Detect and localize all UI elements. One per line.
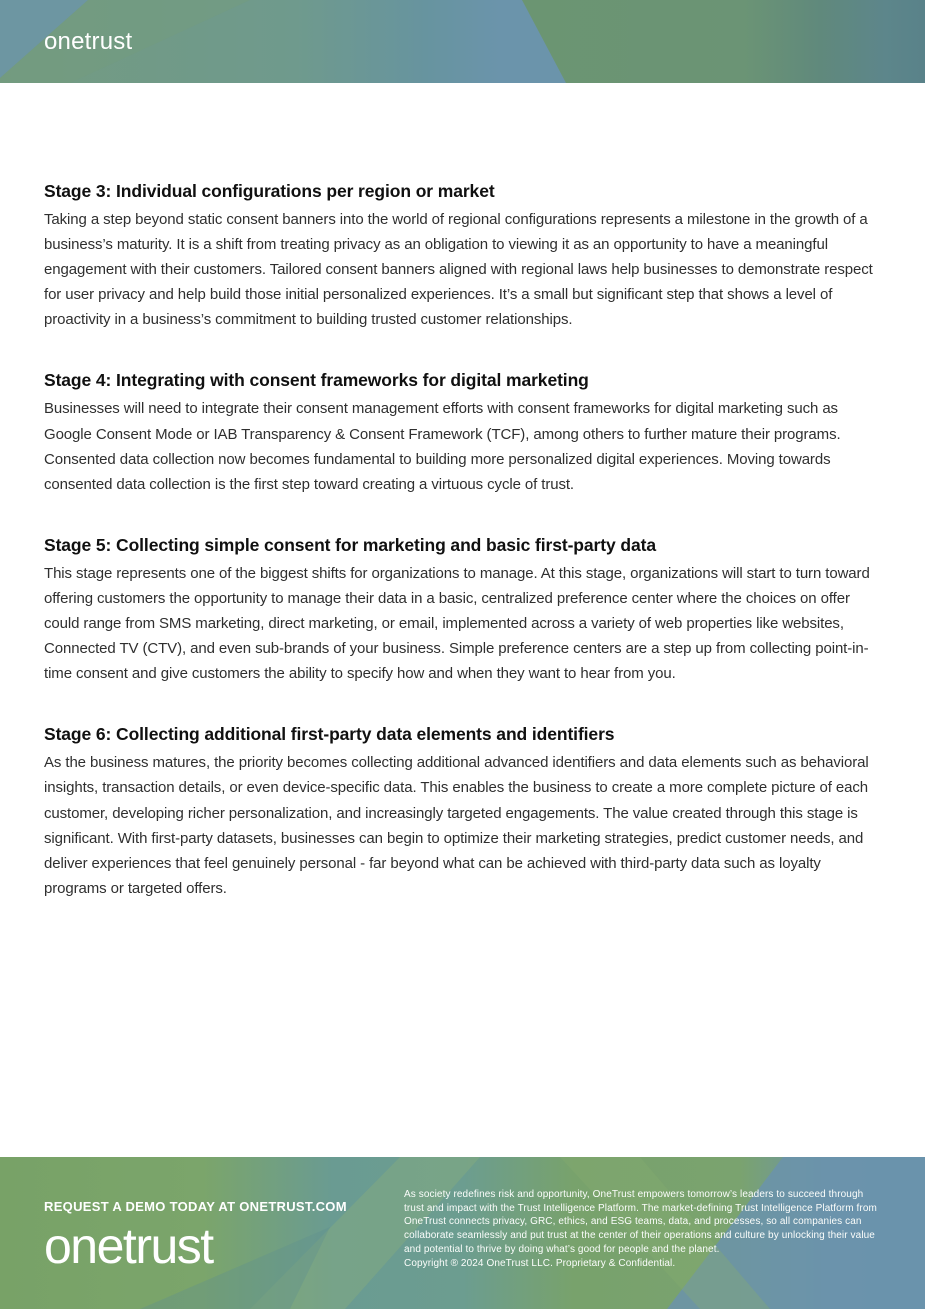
section-heading: Stage 4: Integrating with consent frameworks for digital marketing [44,370,589,391]
onetrust-logo: onetrust [44,28,133,55]
section-heading: Stage 3: Individual configurations per region or market [44,181,495,201]
header-banner [0,0,925,83]
section-heading: Stage 5: Collecting simple consent for marketing and basic first-party data [44,534,656,555]
footer-left-column [0,1157,404,1309]
section-stage-6 [44,723,883,901]
document-body [0,83,925,901]
section-paragraph: As the business matures, the priority becomes collecting additional advanced identifiers and data elements such as behavioral insights, transaction details, or even device-specific data. This enables the business to create a more complete picture of each customer, developing richer personalization, and increasingly targeted engagements. The value created through this stage is significant. With first-party datasets, businesses can begin to optimize their marketing strategies, predict customer needs, and deliver experiences that feel genuinely personal - far beyond what can be achieved with third-party data such as loyalty programs or targeted offers. [44,754,869,897]
header-banner-graphic [0,0,925,83]
section-paragraph: This stage represents one of the biggest shifts for organizations to manage. At this stage, organizations will start to turn toward offering customers the opportunity to manage their data in a basic, centralized preference center where the choices on offer could range from SMS marketing, direct marketing, or email, implemented across a variety of web properties like websites, Connected TV (CTV), and even sub-brands of your business. Simple preference centers are a step up from collecting point-in-time consent and give customers the ability to specify how and when they want to hear from you. [44,564,870,683]
footer-right-column [404,1157,925,1309]
footer-content [0,1157,925,1309]
section-stage-3 [44,180,883,332]
copyright-notice: Copyright ® 2024 OneTrust LLC. Proprietary & Confidential. [404,1257,676,1269]
section-paragraph: Businesses will need to integrate their consent management efforts with consent frameworks for digital marketing such as Google Consent Mode or IAB Transparency & Consent Framework (TCF), among others to further mature their programs. Consented data collection now becomes fundamental to building more personalized digital experiences. Moving towards consented data collection is the first step toward creating a virtuous cycle of trust. [44,400,841,493]
onetrust-footer-logo: onetrust [44,1218,213,1274]
section-stage-5 [44,534,883,686]
section-heading: Stage 6: Collecting additional first-party data elements and identifiers [44,724,615,745]
request-demo-cta: REQUEST A DEMO TODAY AT ONETRUST.COM [44,1199,347,1214]
footer-banner [0,1157,925,1309]
section-stage-4 [44,369,883,496]
company-description: As society redefines risk and opportunity, OneTrust empowers tomorrow’s leaders to succeed through trust and impact with the Trust Intelligence Platform. The market-defining Trust Intelligence Platform from OneTrust connects privacy, GRC, ethics, and ESG teams, data, and processes, so all companies can collaborate seamlessly and put trust at the center of their operations and culture by unlocking their value and potential to thrive by doing what’s good for people and the planet. [404,1189,877,1255]
section-paragraph: Taking a step beyond static consent banners into the world of regional configurations represents a milestone in the growth of a business’s maturity. It is a shift from treating privacy as an obligation to viewing it as an opportunity to have a meaningful engagement with their customers. Tailored consent banners aligned with regional laws help businesses to demonstrate respect for user privacy and help build those initial personalized experiences. It’s a small but significant step that shows a level of proactivity in a business’s commitment to building trusted customer relationships. [44,211,873,329]
